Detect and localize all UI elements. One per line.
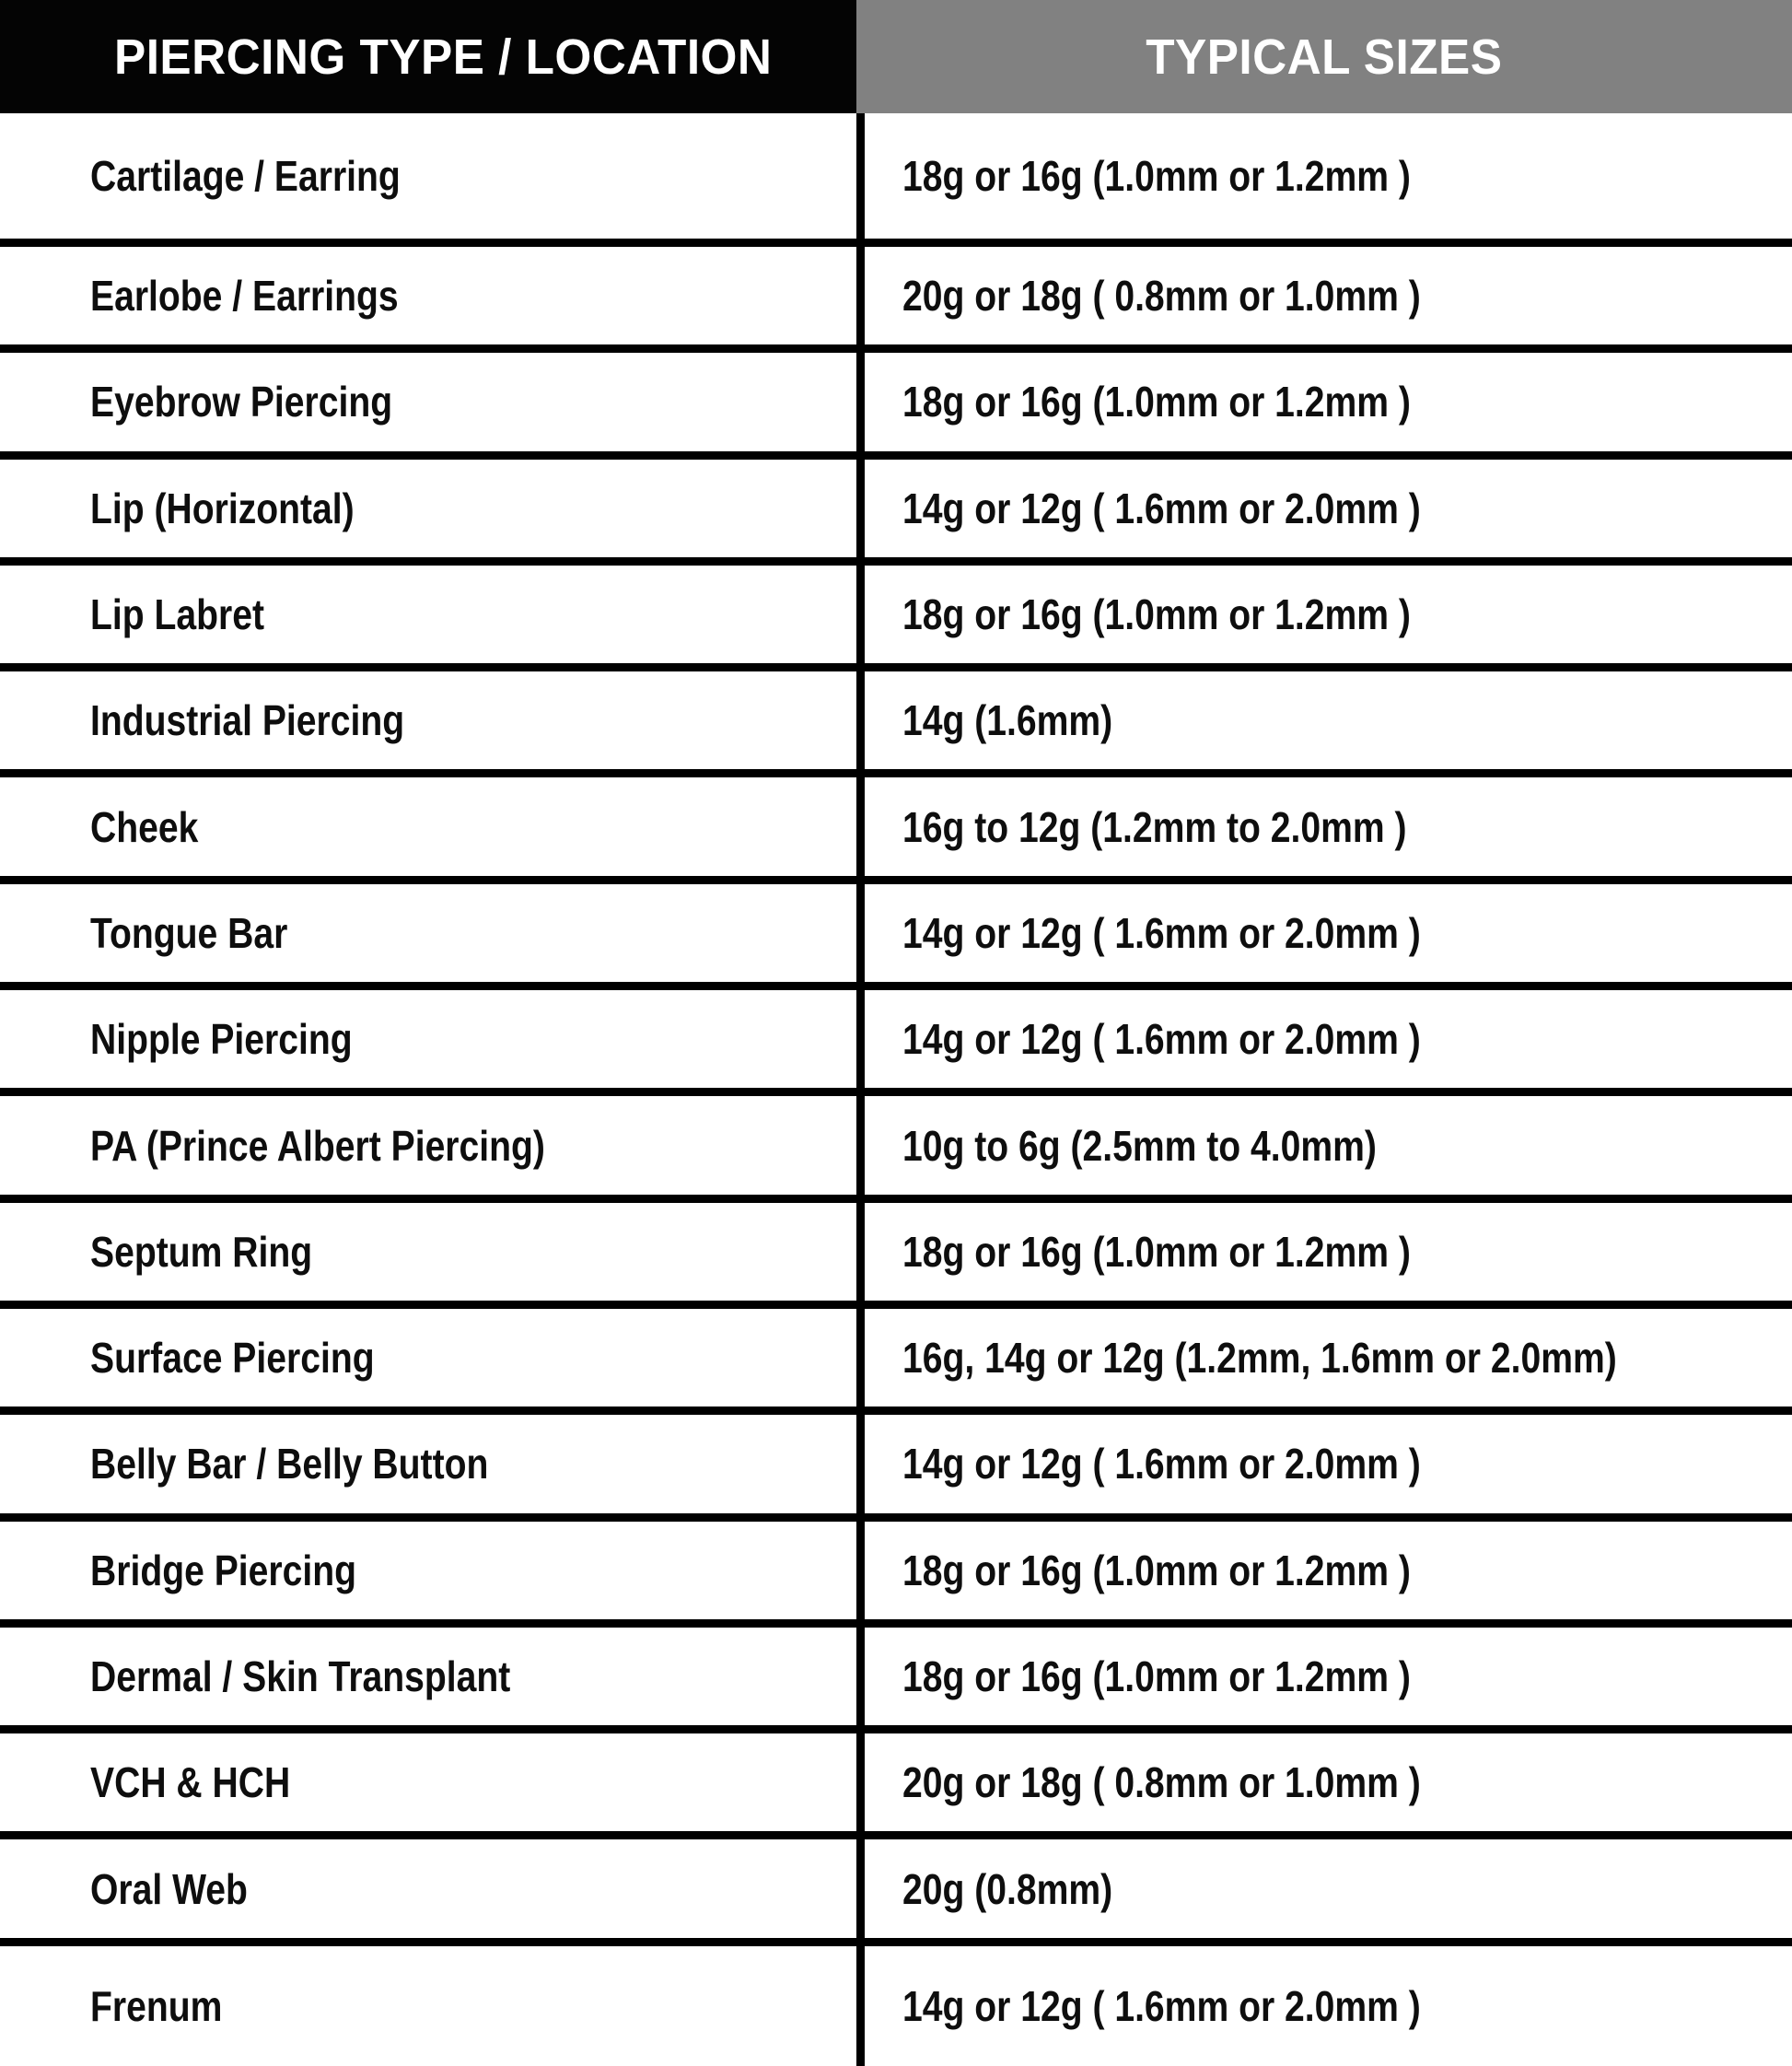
- piercing-type-label: Tongue Bar: [90, 908, 288, 957]
- table-row: [0, 566, 1792, 671]
- table-row: [0, 1522, 1792, 1628]
- piercing-type-label: Cheek: [90, 802, 199, 851]
- piercing-type-cell: [0, 113, 856, 239]
- typical-sizes-value: 14g or 12g ( 1.6mm or 2.0mm ): [902, 1440, 1421, 1488]
- table-row: [0, 884, 1792, 990]
- typical-sizes-cell: [856, 1415, 1792, 1512]
- typical-sizes-value: 18g or 16g (1.0mm or 1.2mm ): [902, 1546, 1411, 1594]
- table-row: [0, 1628, 1792, 1733]
- piercing-type-label: Bridge Piercing: [90, 1546, 356, 1594]
- piercing-type-cell: [0, 884, 856, 982]
- typical-sizes-value: 20g (0.8mm): [902, 1864, 1113, 1913]
- piercing-type-cell: [0, 1415, 856, 1512]
- typical-sizes-value: 16g to 12g (1.2mm to 2.0mm ): [902, 802, 1407, 851]
- table-row: [0, 671, 1792, 777]
- table-row: [0, 1415, 1792, 1521]
- piercing-type-label: Frenum: [90, 1981, 223, 2030]
- piercing-type-cell: [0, 460, 856, 557]
- typical-sizes-value: 20g or 18g ( 0.8mm or 1.0mm ): [902, 1758, 1421, 1807]
- typical-sizes-value: 18g or 16g (1.0mm or 1.2mm ): [902, 1652, 1411, 1700]
- table-row: [0, 1733, 1792, 1839]
- table-header-row: [0, 0, 1792, 113]
- table-row: [0, 990, 1792, 1096]
- table-row: [0, 113, 1792, 247]
- typical-sizes-cell: [856, 113, 1792, 239]
- piercing-type-label: Nipple Piercing: [90, 1015, 353, 1064]
- piercing-type-label: Dermal / Skin Transplant: [90, 1652, 511, 1700]
- piercing-type-label: Industrial Piercing: [90, 696, 405, 745]
- typical-sizes-cell: [856, 1733, 1792, 1831]
- piercing-type-cell: [0, 1522, 856, 1619]
- piercing-type-label: VCH & HCH: [90, 1758, 291, 1807]
- piercing-type-label: Cartilage / Earring: [90, 152, 401, 200]
- table-row: [0, 1309, 1792, 1415]
- typical-sizes-cell: [856, 671, 1792, 769]
- typical-sizes-value: 14g or 12g ( 1.6mm or 2.0mm ): [902, 1015, 1421, 1064]
- header-cell-piercing-type: [0, 0, 856, 113]
- header-label-piercing-type: PIERCING TYPE / LOCATION: [114, 29, 773, 85]
- typical-sizes-value: 10g to 6g (2.5mm to 4.0mm): [902, 1121, 1377, 1170]
- piercing-type-label: Oral Web: [90, 1864, 248, 1913]
- piercing-type-label: PA (Prince Albert Piercing): [90, 1121, 545, 1170]
- piercing-type-cell: [0, 1733, 856, 1831]
- typical-sizes-value: 14g or 12g ( 1.6mm or 2.0mm ): [902, 1981, 1421, 2030]
- table-row: [0, 353, 1792, 459]
- typical-sizes-value: 14g or 12g ( 1.6mm or 2.0mm ): [902, 484, 1421, 532]
- piercing-type-cell: [0, 1309, 856, 1407]
- header-label-typical-sizes: TYPICAL SIZES: [1146, 29, 1503, 85]
- typical-sizes-cell: [856, 1946, 1792, 2066]
- typical-sizes-value: 20g or 18g ( 0.8mm or 1.0mm ): [902, 272, 1421, 321]
- typical-sizes-cell: [856, 1522, 1792, 1619]
- table-row: [0, 460, 1792, 566]
- piercing-type-cell: [0, 247, 856, 344]
- piercing-type-cell: [0, 1096, 856, 1194]
- typical-sizes-cell: [856, 1096, 1792, 1194]
- typical-sizes-cell: [856, 247, 1792, 344]
- typical-sizes-value: 16g, 14g or 12g (1.2mm, 1.6mm or 2.0mm): [902, 1334, 1617, 1383]
- typical-sizes-value: 14g or 12g ( 1.6mm or 2.0mm ): [902, 908, 1421, 957]
- typical-sizes-cell: [856, 1839, 1792, 1937]
- piercing-type-cell: [0, 990, 856, 1088]
- typical-sizes-cell: [856, 353, 1792, 450]
- piercing-type-label: Belly Bar / Belly Button: [90, 1440, 489, 1488]
- piercing-type-cell: [0, 566, 856, 663]
- piercing-type-cell: [0, 671, 856, 769]
- typical-sizes-cell: [856, 990, 1792, 1088]
- typical-sizes-value: 18g or 16g (1.0mm or 1.2mm ): [902, 152, 1411, 200]
- typical-sizes-cell: [856, 1203, 1792, 1301]
- piercing-type-label: Eyebrow Piercing: [90, 378, 393, 426]
- piercing-type-cell: [0, 1628, 856, 1725]
- typical-sizes-value: 14g (1.6mm): [902, 696, 1113, 745]
- piercing-type-cell: [0, 353, 856, 450]
- table-row: [0, 247, 1792, 353]
- table-row: [0, 777, 1792, 883]
- table-row: [0, 1203, 1792, 1309]
- table-row: [0, 1096, 1792, 1202]
- piercing-type-label: Surface Piercing: [90, 1334, 375, 1383]
- table-body: [0, 113, 1792, 2066]
- typical-sizes-value: 18g or 16g (1.0mm or 1.2mm ): [902, 590, 1411, 639]
- typical-sizes-cell: [856, 460, 1792, 557]
- typical-sizes-cell: [856, 884, 1792, 982]
- column-divider: [856, 113, 865, 2066]
- typical-sizes-value: 18g or 16g (1.0mm or 1.2mm ): [902, 378, 1411, 426]
- piercing-type-cell: [0, 1839, 856, 1937]
- typical-sizes-value: 18g or 16g (1.0mm or 1.2mm ): [902, 1227, 1411, 1276]
- header-cell-typical-sizes: [856, 0, 1792, 113]
- piercing-type-label: Septum Ring: [90, 1227, 313, 1276]
- piercing-type-label: Lip Labret: [90, 590, 264, 639]
- typical-sizes-cell: [856, 1309, 1792, 1407]
- piercing-type-label: Lip (Horizontal): [90, 484, 355, 532]
- piercing-type-cell: [0, 1203, 856, 1301]
- table-row: [0, 1839, 1792, 1945]
- piercing-type-label: Earlobe / Earrings: [90, 272, 399, 321]
- piercing-type-cell: [0, 1946, 856, 2066]
- table-row: [0, 1946, 1792, 2066]
- piercing-type-cell: [0, 777, 856, 875]
- typical-sizes-cell: [856, 1628, 1792, 1725]
- typical-sizes-cell: [856, 777, 1792, 875]
- typical-sizes-cell: [856, 566, 1792, 663]
